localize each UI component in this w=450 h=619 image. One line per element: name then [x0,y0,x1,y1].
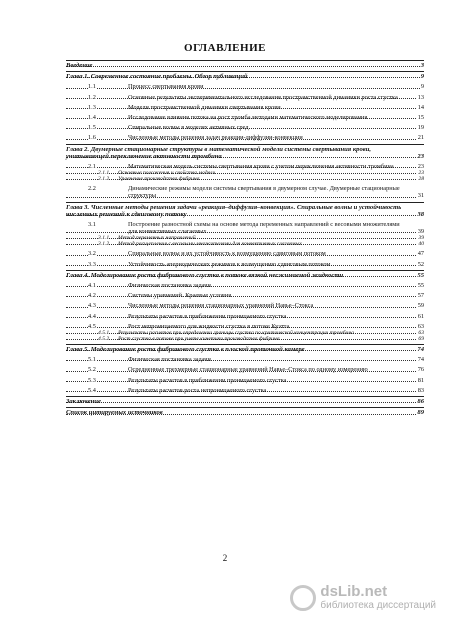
toc-number: 4.5.2 [98,336,110,343]
toc-page: 39 [417,228,424,236]
toc-page: 57 [417,292,424,300]
toc-section [66,302,424,309]
toc-number: 4.5 [88,322,96,330]
toc-page: 47 [417,250,424,258]
toc-number: 5.4 [88,386,96,394]
toc-page: 83 [417,386,424,394]
toc-page: 76 [417,366,424,374]
toc-page: 38 [417,210,424,218]
page-title: ОГЛАВЛЕНИЕ [184,42,266,54]
toc-text: Динамические режимы модели системы свертывания в двумерном случае. Двумерные стационарные структуры [128,185,400,200]
toc-text: Результаты расчетов при определении границы сгустка по критической концентрации тромбина [118,330,354,337]
toc-chapter [66,270,424,279]
toc-text: Численные методы решения стационарных уравнений Навье–Стокса [128,302,314,310]
toc-text: Метод расщепления с весовыми множителями для конвективных слагаемых [118,241,302,248]
toc-number: 1.5 [88,124,96,132]
toc-text: Список цитируемых источников [66,409,163,417]
toc-number: 5.2 [88,366,96,374]
toc-section [66,282,424,289]
toc-number: 2.1 [88,163,96,171]
toc-chapter [66,60,424,69]
toc-text: Физическая постановка задачи [128,282,211,290]
watermark-logo-icon [290,585,316,611]
toc-page: 39 [418,235,424,242]
toc-page: 40 [418,241,424,248]
toc-section [66,94,424,101]
toc-section [66,377,424,384]
toc-text: Спиральные волны в моделях активных сред [128,124,249,132]
toc-section [66,313,424,320]
toc-page: 59 [417,302,424,310]
table-of-contents [66,58,424,417]
toc-section [66,114,424,121]
toc-page: 74 [417,356,424,364]
toc-page: 89 [417,409,424,417]
toc-number: 2.1.1 [98,170,110,177]
toc-text: Глава 5. Моделирование роста фибринового сгустка в плоской проточной камере [66,346,305,354]
toc-text: Основные положения и свойства модели [118,170,216,177]
toc-subsection [66,241,424,247]
toc-text: Осредненные трехмерные стационарные уравнений Навье–Стокса по одному измерению [128,366,368,374]
toc-number: 5.1 [88,356,96,364]
watermark-brand: dsLib.net [320,583,388,600]
toc-text: Физическая постановка задачи [128,356,211,364]
toc-page: 19 [417,124,424,132]
toc-page: 61 [417,312,424,320]
toc-page: 13 [417,93,424,101]
toc-section [66,185,424,199]
toc-section [66,124,424,131]
toc-page: 28 [418,176,424,183]
toc-text: Метод переменных направлений [118,235,196,242]
toc-page: 9 [420,73,424,81]
toc-text: Результаты расчетов в приближении проницаемого сгустка [128,312,287,320]
toc-text: Основные результаты экспериментального исследования пространственной динамики роста сгустка [128,93,398,101]
toc-page: 9 [420,83,424,91]
toc-section [66,366,424,373]
toc-number: 1.1 [88,83,96,91]
toc-text: Рост непроницаемого для жидкости сгустка в потоке Куэтта [128,322,290,330]
toc-text: Процесс свертывания крови [128,83,204,91]
toc-number: 3.1.1 [98,235,110,242]
toc-number: 3.2 [88,250,96,258]
toc-number: 4.3 [88,302,96,310]
toc-chapter [66,396,424,405]
toc-text: Глава 2. Двумерные стационарные структуры в математической модели системы свертывания крови, учитывающей переключение активности тромбина [66,145,372,160]
toc-section [66,292,424,299]
toc-number: 1.3 [88,103,96,111]
toc-page: 23 [417,163,424,171]
toc-section [66,261,424,268]
toc-text: Построение разностной схемы на основе метода переменных направлений с весовыми множителями для конвективных слагаемых [128,221,400,236]
toc-number: 3.1.2 [98,241,110,248]
toc-number: 5.3 [88,376,96,384]
toc-text: Устойчивость апериодических режимов к возмущению сдвиговым потоком [128,260,331,268]
toc-page: 21 [417,134,424,142]
toc-chapter [66,202,424,218]
toc-text: Численные методы решения задач реакции-диффузии-конвекции [128,134,303,142]
toc-page: 3 [420,62,424,69]
toc-text: Модели пространственной динамики свертывания крови [128,103,281,111]
toc-section [66,356,424,363]
watermark-subtitle: библиотека диссертаций [320,600,436,611]
toc-chapter [66,407,424,416]
toc-text: Спиральные волны и их устойчивость к возмущению сдвиговым потоком [128,250,326,258]
toc-section [66,83,424,90]
toc-page: 55 [417,271,424,279]
toc-chapter [66,344,424,353]
toc-number: 1.6 [88,134,96,142]
toc-number: 1.4 [88,114,96,122]
watermark [320,583,436,611]
toc-text: Заключение [66,398,101,406]
toc-section [66,104,424,111]
toc-text: Результаты расчетов роста непроницаемого сгустка [128,386,267,394]
toc-page: 14 [417,103,424,111]
toc-section [66,221,424,235]
toc-chapter [66,144,424,160]
toc-page: 63 [417,322,424,330]
toc-page: 52 [417,260,424,268]
toc-page: 74 [417,346,424,354]
toc-text: Глава 1. Современное состояние проблемы. Обзор публикаций [66,73,248,81]
toc-section [66,250,424,257]
toc-text: Глава 4. Моделирование роста фибринового сгустка в потоке вязкой несжимаемой жидкости [66,271,344,279]
toc-page: 81 [417,376,424,384]
toc-page: 69 [418,336,424,343]
toc-number: 2.2 [88,185,96,193]
toc-text: Введение [66,62,93,69]
toc-text: Глава 3. Численные методы решения задачи «реакция–диффузия–конвекция». Спиральные волны и устойчивость численных решений к сдвиговому потоку [66,203,402,218]
toc-page: 15 [417,114,424,122]
toc-subsection [66,336,424,342]
toc-text: Исследование влияния потока на рост тромба методами математического моделирования [128,114,368,122]
toc-page: 86 [417,398,424,406]
toc-number: 1.2 [88,93,96,101]
toc-page: 23 [417,152,424,160]
toc-page: 31 [417,192,424,200]
toc-page: 55 [417,282,424,290]
toc-number: 4.2 [88,292,96,300]
toc-page: 63 [418,330,424,337]
toc-number: 3.3 [88,260,96,268]
toc-number: 2.1.2 [98,176,110,183]
toc-text: Математическая модель системы свертывания крови с учетом переключения активности тромбина [128,163,394,171]
toc-number: 3.1 [88,221,96,229]
toc-number: 4.4 [88,312,96,320]
toc-number: 4.1 [88,282,96,290]
toc-text: Системы уравнений. Краевые условия [128,292,232,300]
toc-chapter [66,71,424,80]
toc-section [66,323,424,330]
toc-text: Результаты расчетов в приближении проницаемого сгустка [128,376,287,384]
toc-number: 4.5.1 [98,330,110,337]
toc-subsection [66,176,424,182]
toc-text: Уравнение производства фибрина [118,176,200,183]
toc-page: 23 [418,170,424,177]
toc-section [66,387,424,394]
toc-text: Рост сгустка в потоке при учете кинетики производства фибрина [118,336,280,343]
page-number: 2 [222,553,228,563]
toc-section [66,134,424,141]
